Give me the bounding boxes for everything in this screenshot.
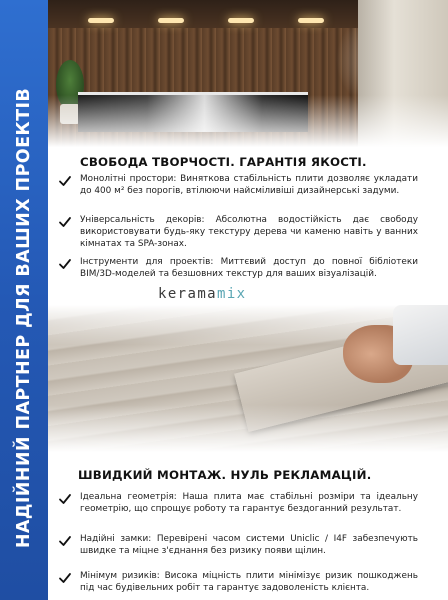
section1-item bbox=[58, 173, 418, 197]
check-icon bbox=[58, 214, 80, 250]
section2-item-text: Ідеальна геометрія: Наша плита має стабільні розміри та ідеальну геометрію, що спрощує роботу та гарантує бездоганний результат. bbox=[80, 492, 418, 514]
section2-item bbox=[58, 533, 418, 557]
lobby-photo bbox=[48, 0, 448, 150]
check-icon bbox=[58, 173, 80, 197]
ceiling-light bbox=[158, 18, 184, 23]
ceiling-light bbox=[88, 18, 114, 23]
section1-item bbox=[58, 256, 418, 280]
installer-sleeve bbox=[393, 305, 448, 365]
check-icon bbox=[58, 533, 80, 557]
photo-fade bbox=[48, 405, 448, 455]
floor-install-photo bbox=[48, 305, 448, 455]
logo-part2: mix bbox=[216, 286, 247, 302]
section1-item-text: Інструменти для проектів: Миттєвий доступ до повної бібліотеки BIM/3D-моделей та безшовних текстур для ваших візуалізацій. bbox=[80, 257, 418, 279]
check-icon bbox=[58, 491, 80, 515]
ceiling-light bbox=[228, 18, 254, 23]
photo-fade bbox=[48, 95, 448, 150]
check-icon bbox=[58, 570, 80, 594]
keramamix-logo bbox=[158, 286, 246, 302]
section1-item-text: Монолітні простори: Виняткова стабільність плити дозволяє укладати до 400 м² без порогів, втілюючи найсміливіші дизайнерські задуми. bbox=[80, 174, 418, 196]
section1-item-text: Універсальність декорів: Абсолютна водостійкість дає свободу використовувати будь-яку текстуру дерева чи каменю навіть у ванних кімнатах та SPA-зонах. bbox=[80, 215, 418, 249]
section1-title: СВОБОДА ТВОРЧОСТІ. ГАРАНТІЯ ЯКОСТІ. bbox=[80, 155, 367, 169]
ceiling-light bbox=[298, 18, 324, 23]
logo-part1: kerama bbox=[158, 286, 217, 302]
section1-item bbox=[58, 214, 418, 250]
section2-item bbox=[58, 491, 418, 515]
section2-item bbox=[58, 570, 418, 594]
section2-item-text: Надійні замки: Перевірені часом системи Uniclic / I4F забезпечують швидке та міцне з'єднання без ризику появи щілин. bbox=[80, 534, 418, 556]
check-icon bbox=[58, 256, 80, 280]
side-banner bbox=[0, 0, 48, 600]
section2-title: ШВИДКИЙ МОНТАЖ. НУЛЬ РЕКЛАМАЦІЙ. bbox=[78, 468, 372, 482]
section2-item-text: Мінімум ризиків: Висока міцність плити мінімізує ризик пошкоджень під час будівельних робіт та гарантує задоволеність клієнта. bbox=[80, 571, 418, 593]
side-banner-text: НАДІЙНИЙ ПАРТНЕР ДЛЯ ВАШИХ ПРОЕКТІВ bbox=[14, 87, 34, 549]
